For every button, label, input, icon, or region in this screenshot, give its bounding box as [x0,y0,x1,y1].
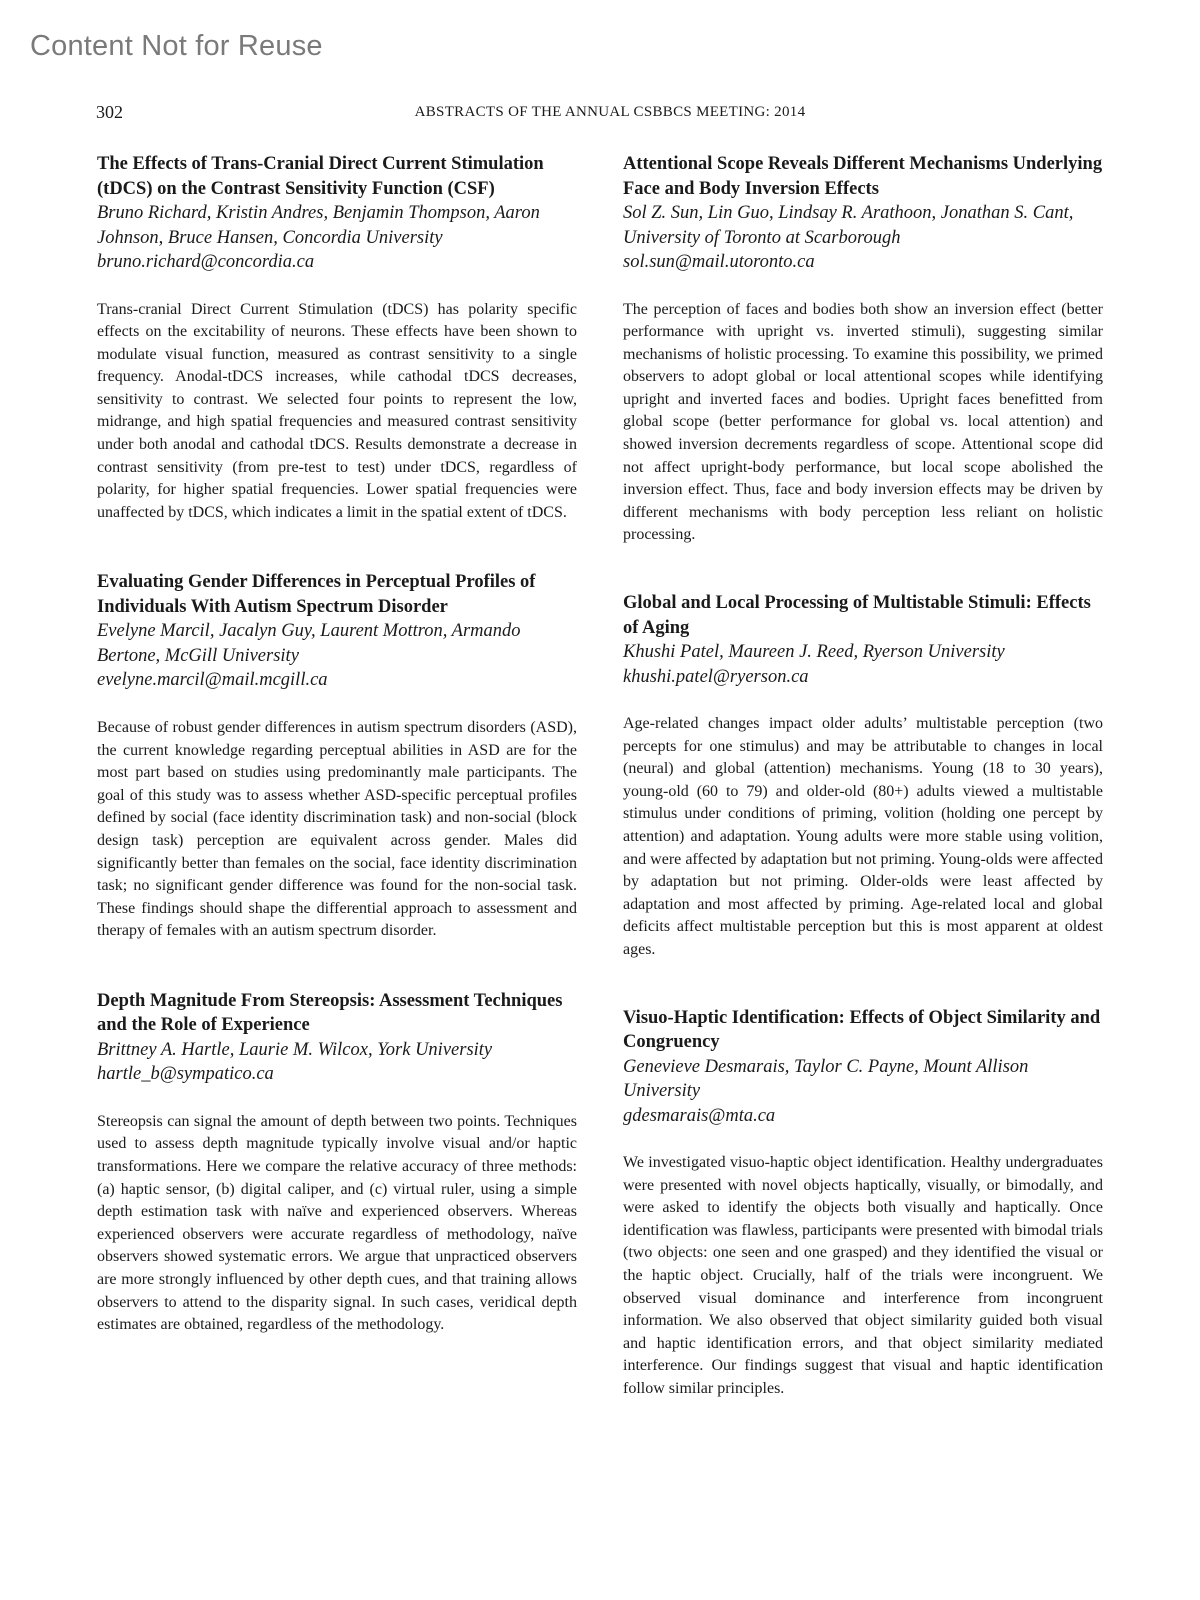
abstract-email: evelyne.marcil@mail.mcgill.ca [97,670,328,691]
page-number: 302 [96,102,123,122]
abstract-title: Global and Local Processing of Multistable Stimuli: Effects of Aging [623,593,1091,638]
abstract-body: Age-related changes impact older adults’ multistable perception (two percepts for one stimulus) and may be attributable to changes in local (neural) and global (attention) mechanisms. Young (18 to 30 years), young-old (60 to 79) and older-old (80+) adults viewed a multistable stimulus under conditions of priming, volition (holding one percept by attention) and adaptation. Young adults were more stable using volition, and were affected by adaptation but not priming. Young-olds were affected by adaptation but not priming. Older-olds were least affected by adaptation and most affected by priming. Age-related local and global deficits affect multistable perception but this is most apparent at oldest ages. [623,715,1103,958]
running-head: ABSTRACTS OF THE ANNUAL CSBBCS MEETING: 2014 [414,104,806,120]
abstract-email: khushi.patel@ryerson.ca [623,666,809,687]
abstract-body: We investigated visuo-haptic object identification. Healthy undergraduates were presented with novel objects haptically, visually, or bimodally, and were asked to identify the objects both visually and haptically. Once identification was flawless, participants were presented with bimodal trials (two objects: one seen and one grasped) and they identified the visual or the haptic object. Crucially, half of the trials were incongruent. We observed visual dominance and interference from incongruent information. We also observed that object similarity guided both visual and haptic identification errors, and that object similarity mediated interference. Our findings suggest that visual and haptic identification follow similar principles. [623,1154,1103,1397]
abstract-authors: Sol Z. Sun, Lin Guo, Lindsay R. Arathoon, Jonathan S. Cant, University of Toronto at Scarborough [623,203,1074,248]
abstract-body: Trans-cranial Direct Current Stimulation (tDCS) has polarity specific effects on the excitability of neurons. These effects have been shown to modulate visual function, measured as contrast sensitivity to a single frequency. Anodal-tDCS increases, while cathodal tDCS decreases, sensitivity to contrast. We selected four points to represent the low, midrange, and high spatial frequencies and measured contrast sensitivity under both anodal and cathodal tDCS. Results demonstrate a decrease in contrast sensitivity (from pre-test to test) under tDCS, regardless of polarity, for higher spatial frequencies. Lower spatial frequencies were unaffected by tDCS, which indicates a limit in the spatial extent of tDCS. [97,300,577,521]
abstract-authors: Evelyne Marcil, Jacalyn Guy, Laurent Mottron, Armando Bertone, McGill University [97,621,521,666]
watermark-text: Content Not for Reuse [30,30,323,62]
abstract [97,152,577,524]
abstract-email: bruno.richard@concordia.ca [97,252,315,272]
abstract [623,591,1103,962]
abstract-authors: Genevieve Desmarais, Taylor C. Payne, Mount Allison University [623,1056,1029,1102]
right-column [623,152,1103,1401]
abstract-email: gdesmarais@mta.ca [623,1105,776,1126]
abstract-email: hartle_b@sympatico.ca [97,1064,274,1085]
abstract-title: Evaluating Gender Differences in Perceptual Profiles of Individuals With Autism Spectrum Disorder [97,572,536,617]
left-column [97,152,577,1337]
abstract [623,1006,1103,1401]
abstract-title: The Effects of Trans-Cranial Direct Current Stimulation (tDCS) on the Contrast Sensitivity Function (CSF) [97,154,544,199]
abstract-title: Visuo-Haptic Identification: Effects of Object Similarity and Congruency [623,1007,1101,1053]
abstract-title: Attentional Scope Reveals Different Mechanisms Underlying Face and Body Inversion Effects [623,154,1103,199]
abstract-authors: Khushi Patel, Maureen J. Reed, Ryerson University [623,642,1005,663]
abstract-title: Depth Magnitude From Stereopsis: Assessment Techniques and the Role of Experience [97,990,563,1036]
abstract-body: The perception of faces and bodies both show an inversion effect (better performance with upright vs. inverted stimuli), suggesting similar mechanisms of holistic processing. To examine this possibility, we primed observers to adopt global or local attentional scopes while identifying upright and inverted faces and bodies. Upright faces benefitted from global scope (better performance for global vs. local attention) and showed inversion decrements regardless of scope. Attentional scope did not affect upright-body performance, but local scope abolished the inversion effect. Thus, face and body inversion effects may be driven by different mechanisms with body perception less reliant on holistic processing. [623,300,1103,544]
abstract [623,152,1103,547]
abstract-body: Stereopsis can signal the amount of depth between two points. Techniques used to assess depth magnitude typically involve visual and/or haptic transformations. Here we compare the relative accuracy of three methods: (a) haptic sensor, (b) digital caliper, and (c) virtual ruler, using a simple depth estimation task with naïve and experienced observers. Whereas experienced observers were accurate regardless of methodology, naïve observers showed systematic errors. We argue that unpracticed observers are more strongly influenced by other depth cues, and that training allows observers to attend to the disparity signal. In such cases, veridical depth estimates are obtained, regardless of the methodology. [97,1112,577,1334]
abstract-authors: Brittney A. Hartle, Laurie M. Wilcox, York University [97,1039,493,1060]
abstract-authors: Bruno Richard, Kristin Andres, Benjamin Thompson, Aaron Johnson, Bruce Hansen, Concordia University [97,203,540,248]
abstract-body: Because of robust gender differences in autism spectrum disorders (ASD), the current knowledge regarding perceptual abilities in ASD are for the most part based on studies using predominantly male participants. The goal of this study was to assess whether ASD-specific perceptual profiles defined by social (face identity discrimination task) and non-social (block design task) perception are equivalent across gender. Males did significantly better than females on the social, face identity discrimination task; no significant gender difference was found for the non-social task. These findings should shape the differential approach to assessment and therapy of females with an autism spectrum disorder. [97,718,577,940]
abstract [97,989,577,1337]
abstract [97,570,577,942]
abstract-email: sol.sun@mail.utoronto.ca [623,252,815,272]
